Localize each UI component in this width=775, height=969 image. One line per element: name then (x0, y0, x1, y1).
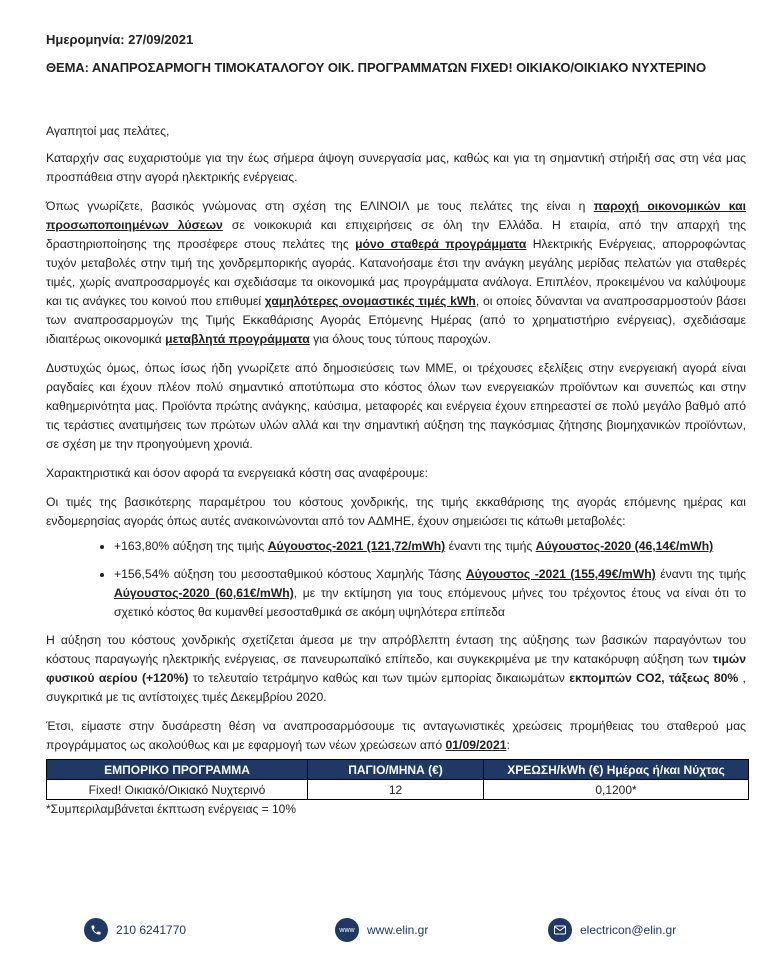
phone-number: 210 6241770 (116, 923, 187, 937)
mail-icon (548, 918, 572, 942)
list-item: • +163,80% αύξηση της τιμής Αύγουστος-2021 (121,72/mWh) έναντι της τιμής Αύγουστος-2020 (46,14€/mWh) (114, 537, 746, 556)
footer-website (335, 918, 428, 942)
globe-icon: www (335, 918, 359, 942)
letter (46, 28, 746, 816)
pricing-table (46, 759, 749, 800)
emphasis-text: χαμηλότερες ονομαστικές τιμές kWh (264, 294, 476, 308)
table-cell: 12 (308, 780, 484, 800)
paragraph-thanks: Καταρχήν σας ευχαριστούμε για την έως σήμερα άψογη συνεργασία μας, καθώς και για τη σημαντική στήριξή σας στη νέα μας προσπάθεια στην αγορά ηλεκτρικής ενέργειας. (46, 151, 746, 184)
emphasis-text: παροχή οικονομικών και προσωποποιημένων λύσεων (46, 199, 746, 232)
footer-phone (84, 918, 186, 942)
column-header: ΠΑΓΙΟ/ΜΗΝΑ (€) (308, 760, 484, 780)
greeting: Αγαπητοί μας πελάτες, (46, 124, 170, 138)
footer-email (548, 918, 676, 942)
table-cell: 0,1200* (484, 780, 749, 800)
paragraph-market: Δυστυχώς όμως, όπως ίσως ήδη γνωρίζετε από δημοσιεύσεις των ΜΜΕ, οι τρέχουσες εξελίξεις στην ενεργειακή αγορά είναι ραγδαίες και έχουν πλέον πολύ σημαντικό αποτύπωμα στο κόστος όλων των ενεργειακών προϊόντων και συνεπώς και στην καθημερινότητα μας. Προϊόντα πρώτης ανάγκης, καύσιμα, μεταφορές και ενέργεια έχουν επηρεαστεί σε πολύ μεγάλο βαθμό από τις τεράστιες ανατιμήσεις των πρώτων υλών αλλά και την σημαντική αύξηση της παγκόσμιας ζήτησης βιομηχανικών προϊόντων, σε σχέση με την προηγούμενη χρονιά. (46, 361, 746, 451)
table-footnote: *Συμπεριλαμβάνεται έκπτωση ενέργειας = 10% (46, 802, 296, 816)
footer (0, 918, 775, 948)
table-header-row (47, 760, 749, 780)
effective-date: 01/09/2021 (445, 738, 507, 752)
date-line: Ημερομηνία: 27/09/2021 (46, 32, 194, 47)
paragraph-wholesale: Η αύξηση του κόστους χονδρικής σχετίζεται άμεσα με την απρόβλεπτη ένταση της αύξησης των βασικών παραγόντων του κόστους παραγωγής ηλεκτρικής ενέργειας, σε πανευρωπαϊκό επίπεδο, και συγκεκριμένα με την κατακόρυφη αύξηση των τιμών φυσικού αερίου (+120%) το τελευταίο τετράμηνο καθώς και των τιμών εμπορίας δικαιωμάτων εκπομπών CO2, τάξεως 80% , συγκριτικά με τις αντίστοιχες τιμές Δεκεμβρίου 2020. (46, 633, 746, 704)
table-row (47, 780, 749, 800)
paragraph-intro: Όπως γνωρίζετε, βασικός γνώμονας στη σχέση της ΕΛΙΝΟΙΛ με τους πελάτες της είναι η παροχή οικονομικών και προσωποποιημένων λύσεων σε νοικοκυριά και επιχειρήσεις σε όλη την Ελλάδα. Η εταιρία, από την απαρχή της δραστηριοποίησης της προσέφερε στους πελάτες της μόνο σταθερά προγράμματα Ηλεκτρικής Ενέργειας, απορροφώντας τυχόν μεταβολές στην τιμή της χονδρεμπορικής αγοράς. Κατανοήσαμε έτσι την ανάγκη μεγάλης μερίδας πελατών για σταθερές τιμές, χωρίς αναπροσαρμογές και σχεδιάσαμε τα οικονομικά μας προγράμματα ανάλογα. Επιπλέον, προκειμένου να καλύψουμε και τις ανάγκες του κοινού που επιθυμεί χαμηλότερες ονομαστικές τιμές kWh, οι οποίες δύνανται να αναπροσαρμοστούν βάσει των αναπροσαρμογών της Τιμής Εκκαθάρισης Αγοράς Επόμενης Ημέρας (από το χρηματιστήριο ενέργειας), σχεδιάσαμε ιδιαιτέρως οικονομικά μεταβλητά προγράμματα για όλους τους τύπους παροχών. (46, 199, 747, 346)
subject-line: ΘΕΜΑ: ΑΝΑΠΡΟΣΑΡΜΟΓΗ ΤΙΜΟΚΑΤΑΛΟΓΟΥ ΟΙΚ. ΠΡΟΓΡΑΜΜΑΤΩΝ FIXED! ΟΙΚΙΑΚΟ/ΟΙΚΙΑΚΟ ΝΥΧΤΕΡΙΝΟ (46, 60, 706, 75)
email-link[interactable]: electricon@elin.gr (580, 923, 677, 937)
paragraph-adjustment: Έτσι, είμαστε στην δυσάρεστη θέση να αναπροσαρμόσουμε τις ανταγωνιστικές χρεώσεις προμήθειας του σταθερού μας προγράμματος ως ακολούθως και με εφαρμογή των νέων χρεώσεων από 01/09/2021: (46, 719, 746, 752)
website-link[interactable]: www.elin.gr (367, 923, 429, 937)
emphasis-text: μεταβλητά προγράμματα (165, 332, 310, 346)
paragraph-costs-intro: Χαρακτηριστικά και όσον αφορά τα ενεργειακά κόστη σας αναφέρουμε: (46, 466, 429, 480)
list-item: • +156,54% αύξηση του μεσοσταθμικού κόστους Χαμηλής Τάσης Αύγουστος -2021 (155,49€/mWh) έναντι της τιμής Αύγουστος-2020 (60,61€/mWh), με την εκτίμηση για τους επόμενους μήνες του τρέχοντος έτους να είναι ότι το σχετικό κόστος θα κυμανθεί μεσοσταθμικά σε ακόμη υψηλότερα επίπεδα (114, 565, 746, 622)
column-header: ΕΜΠΟΡΙΚΟ ΠΡΟΓΡΑΜΜΑ (47, 760, 308, 780)
table-cell: Fixed! Οικιακό/Οικιακό Νυχτερινό (47, 780, 308, 800)
phone-icon (84, 918, 108, 942)
emphasis-text: μόνο σταθερά προγράμματα (355, 237, 527, 251)
column-header: ΧΡΕΩΣΗ/kWh (€) Ημέρας ή/και Νύχτας (484, 760, 749, 780)
cost-changes-list (46, 537, 746, 622)
paragraph-prices: Οι τιμές της βασικότερης παραμέτρου του κόστους χονδρικής, της τιμής εκκαθάρισης της αγοράς επόμενης ημέρας και ενδομερησίας αγοράς όπως αυτές ανακοινώνονται από τον ΑΔΜΗΕ, έχουν σημειώσει τις κάτωθι μεταβολές: (46, 495, 746, 528)
